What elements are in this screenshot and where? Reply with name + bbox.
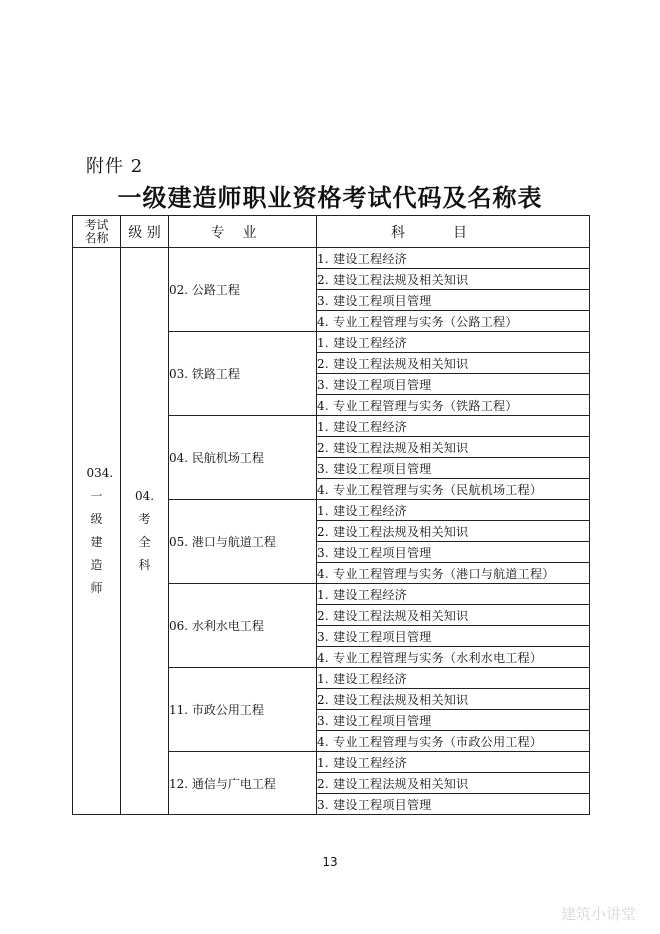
specialty-cell: 06. 水利水电工程 [169,584,317,668]
exam-name-char: 造 [90,558,103,572]
page-title: 一级建造师职业资格考试代码及名称表 [117,184,543,212]
subject-cell: 2. 建设工程法规及相关知识 [317,269,590,290]
specialty-cell: 05. 港口与航道工程 [169,500,317,584]
exam-name-char: 一 [90,489,103,503]
subject-cell: 4. 专业工程管理与实务（民航机场工程） [317,479,590,500]
level-cell [121,248,169,815]
subject-cell: 4. 专业工程管理与实务（市政公用工程） [317,731,590,752]
specialty-cell: 02. 公路工程 [169,248,317,332]
subject-cell: 3. 建设工程项目管理 [317,710,590,731]
header-exam-name-line1: 考试 [84,217,109,232]
subject-cell: 3. 建设工程项目管理 [317,458,590,479]
level-code: 04. [134,489,155,503]
subject-cell: 2. 建设工程法规及相关知识 [317,689,590,710]
specialty-cell: 03. 铁路工程 [169,332,317,416]
subject-cell: 2. 建设工程法规及相关知识 [317,605,590,626]
subject-cell: 1. 建设工程经济 [317,416,590,437]
header-subject-label: 科目 [391,224,515,241]
specialty-cell: 11. 市政公用工程 [169,668,317,752]
subject-cell: 1. 建设工程经济 [317,248,590,269]
watermark-text: 建筑小讲堂 [560,905,636,923]
subject-cell: 2. 建设工程法规及相关知识 [317,353,590,374]
subject-cell: 1. 建设工程经济 [317,500,590,521]
exam-name-char: 级 [90,512,103,526]
exam-name-cell [73,248,121,815]
subject-cell: 1. 建设工程经济 [317,668,590,689]
subject-cell: 4. 专业工程管理与实务（公路工程） [317,311,590,332]
header-specialty-label: 专业 [210,224,275,241]
header-subject [317,216,590,248]
page-number: 13 [322,855,338,869]
subject-cell: 3. 建设工程项目管理 [317,794,590,815]
exam-code-table [72,215,590,815]
exam-name-vertical [86,462,114,600]
exam-code: 034. [86,466,114,480]
table-row [73,248,590,269]
subject-cell: 1. 建设工程经济 [317,332,590,353]
subject-cell: 4. 专业工程管理与实务（铁路工程） [317,395,590,416]
header-level: 级 别 [121,216,169,248]
subject-cell: 2. 建设工程法规及相关知识 [317,521,590,542]
specialty-cell: 04. 民航机场工程 [169,416,317,500]
subject-cell: 4. 专业工程管理与实务（港口与航道工程） [317,563,590,584]
subject-cell: 1. 建设工程经济 [317,584,590,605]
level-name-char: 考 [138,512,151,526]
header-specialty [169,216,317,248]
specialty-cell: 12. 通信与广电工程 [169,752,317,815]
subject-cell: 2. 建设工程法规及相关知识 [317,437,590,458]
header-exam-name-line2: 名称 [84,230,109,245]
table-header-row [73,216,590,248]
subject-cell: 4. 专业工程管理与实务（水利水电工程） [317,647,590,668]
header-exam-name [73,216,121,248]
exam-name-char: 师 [90,581,103,595]
exam-name-char: 建 [90,535,103,549]
attachment-label: 附件 2 [86,156,144,177]
subject-cell: 3. 建设工程项目管理 [317,290,590,311]
subject-cell: 3. 建设工程项目管理 [317,374,590,395]
subject-cell: 3. 建设工程项目管理 [317,542,590,563]
subject-cell: 1. 建设工程经济 [317,752,590,773]
subject-cell: 2. 建设工程法规及相关知识 [317,773,590,794]
level-name-char: 全 [138,535,151,549]
subject-cell: 3. 建设工程项目管理 [317,626,590,647]
level-name-char: 科 [138,558,151,572]
level-vertical [135,485,155,577]
table-body [73,248,590,815]
